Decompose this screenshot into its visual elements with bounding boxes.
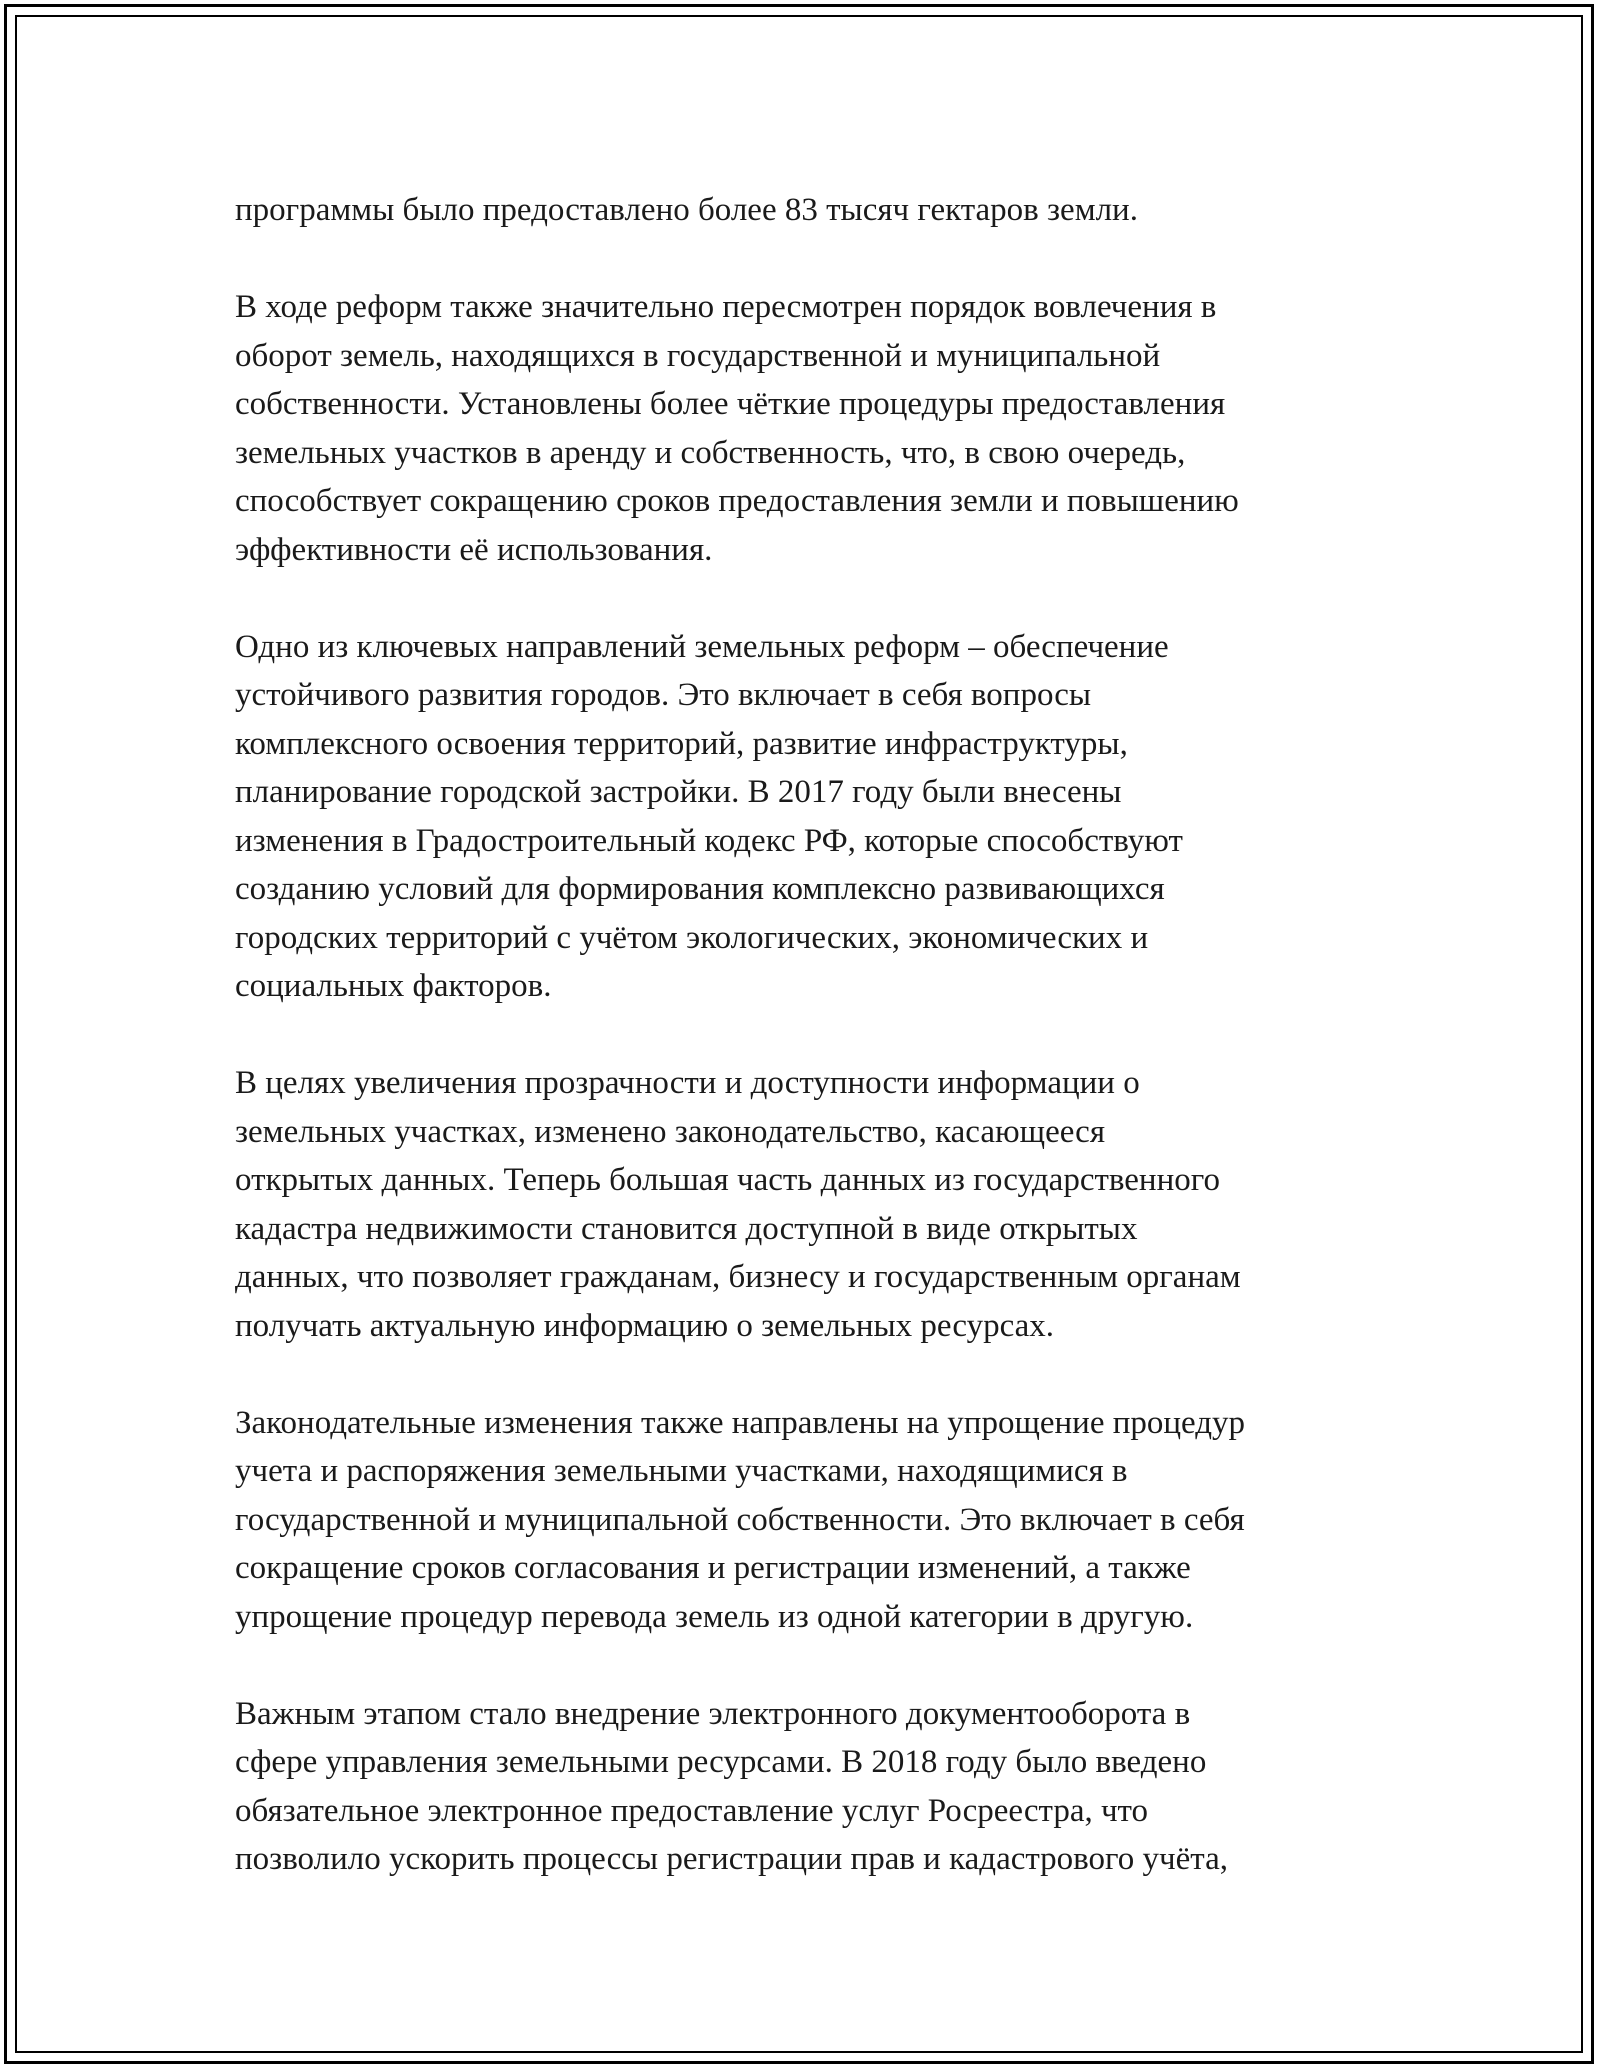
paragraph: Законодательные изменения также направлены на упрощение процедур учета и распоряжения земельными участками, находящимися в государственной и муниципальной собственности. Это включает в себя сокращение сроков согласования и регистрации изменений, а также упрощение процедур перевода земель из одной категории в другую.: [235, 1404, 1246, 1635]
paragraph: В целях увеличения прозрачности и доступности информации о земельных участках, изменено законодательство, касающееся открытых данных. Теперь большая часть данных из государственного кадастра недвижимости становится доступной в виде открытых данных, что позволяет гражданам, бизнесу и государственным органам получать актуальную информацию о земельных ресурсах.: [235, 1065, 1241, 1344]
paragraph: В ходе реформ также значительно пересмотрен порядок вовлечения в оборот земель, находящихся в государственной и муниципальной собственности. Установлены более чёткие процедуры предоставления земельных участков в аренду и собственность, что, в свою очередь, способствует сокращению сроков предоставления земли и повышению эффективности её использования.: [235, 289, 1239, 568]
paragraph: Важным этапом стало внедрение электронного документооборота в сфере управления земельными ресурсами. В 2018 году было введено обязательное электронное предоставление услуг Росреестра, что позволило ускорить процессы регистрации прав и кадастрового учёта,: [235, 1695, 1228, 1877]
paragraph: Одно из ключевых направлений земельных реформ – обеспечение устойчивого развития городов. Это включает в себя вопросы комплексного освоения территорий, развитие инфраструктуры, планирование городской застройки. В 2017 году были внесены изменения в Градостроительный кодекс РФ, которые способствуют созданию условий для формирования комплексно развивающихся городских территорий с учётом экологических, экономических и социальных факторов.: [235, 628, 1183, 1004]
paragraph: программы было предоставлено более 83 тысяч гектаров земли.: [235, 192, 1138, 228]
document-body: [235, 186, 1395, 1932]
